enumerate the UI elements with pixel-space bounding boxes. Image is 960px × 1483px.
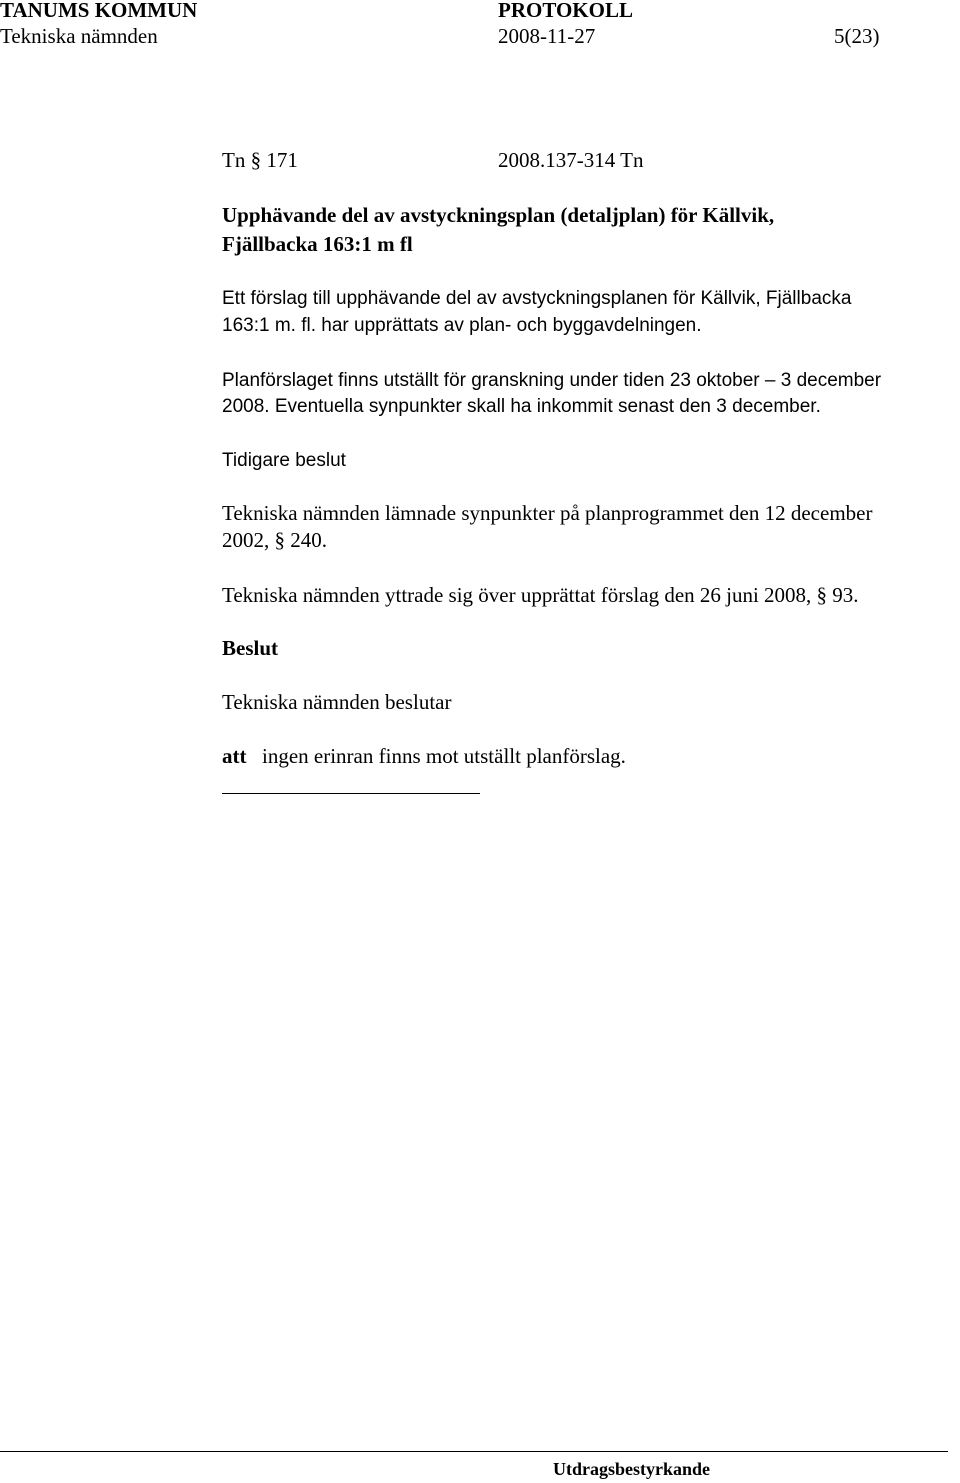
decision-heading: Beslut [222, 636, 279, 660]
exhibition-line-2: 2008. Eventuella synpunkter skall ha inkommit senast den 3 december. [222, 396, 821, 417]
previous-decision-2: Tekniska nämnden yttrade sig över upprättat förslag den 26 juni 2008, § 93. [222, 583, 859, 607]
document-type: PROTOKOLL [498, 0, 633, 22]
decision-intro: Tekniska nämnden beslutar [222, 690, 452, 714]
section-end-rule [222, 793, 480, 794]
intro-line-1: Ett förslag till upphävande del av avstyckningsplanen för Källvik, Fjällbacka [222, 288, 852, 309]
decision-text: ingen erinran finns mot utställt planförslag. [262, 744, 626, 768]
case-title-line-1: Upphävande del av avstyckningsplan (detaljplan) för Källvik, [222, 203, 775, 227]
previous-decision-1-line-1: Tekniska nämnden lämnade synpunkter på planprogrammet den 12 december [222, 501, 873, 525]
page-number: 5(23) [834, 24, 880, 48]
meeting-date: 2008-11-27 [498, 24, 596, 48]
att-label: att [222, 744, 247, 768]
committee-name: Tekniska nämnden [0, 24, 158, 48]
exhibition-line-1: Planförslaget finns utställt för granskning under tiden 23 oktober – 3 december [222, 370, 882, 391]
footer-rule [0, 1451, 948, 1452]
case-title-line-2: Fjällbacka 163:1 m fl [222, 232, 413, 256]
organization-name: TANUMS KOMMUN [0, 0, 198, 22]
paragraph-number: Tn § 171 [222, 148, 298, 172]
diary-number: 2008.137-314 Tn [498, 148, 644, 172]
certification-label: Utdragsbestyrkande [553, 1459, 711, 1479]
intro-line-2: 163:1 m. fl. har upprättats av plan- och byggavdelningen. [222, 315, 702, 336]
previous-decisions-heading: Tidigare beslut [222, 450, 346, 471]
previous-decision-1-line-2: 2002, § 240. [222, 528, 327, 552]
